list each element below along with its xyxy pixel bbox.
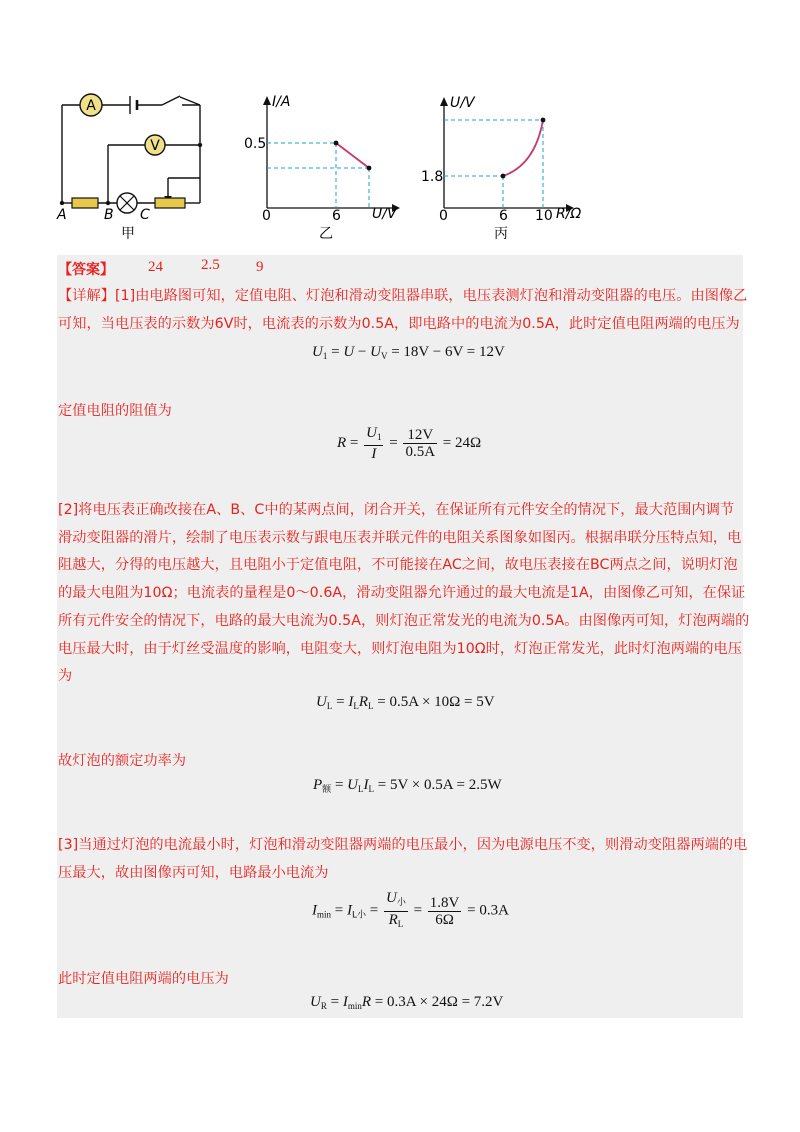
graph-bing-x-axis-label: R/Ω [556, 206, 582, 222]
equation-3: $U_L = I_LR_L = 0.5A \times 10\Omega = 5V$ [316, 694, 495, 711]
paragraph-line: 滑动变阻器的滑片，绘制了电压表示数与跟电压表并联元件的电阻关系图象如图丙。根据串联分压特点知，电 [58, 530, 742, 546]
paragraph-line: 电压最大时，由于灯丝受温度的影响，电阻变大，则灯泡电阻为10Ω时，灯泡正常发光，此时灯泡两端的电压 [58, 641, 742, 657]
graph-bing-x-tick-6: 6 [499, 208, 508, 224]
paragraph-line: 定值电阻的阻值为 [58, 403, 172, 419]
graph-yi-origin: 0 [262, 208, 271, 224]
graph-yi-x-axis-label: U/V [372, 206, 397, 222]
paragraph-line: 故灯泡的额定功率为 [58, 753, 187, 769]
graph-bing [440, 97, 574, 212]
point-b-label: B [104, 207, 114, 223]
equation-1: $U_1 = U - U_V = 18V - 6V = 12V$ [312, 344, 505, 361]
answer-label: 【答案】 [58, 262, 114, 278]
paragraph-line: 所有元件安全的情况下，电路的最大电流为0.5A，则灯泡正常发光的电流为0.5A。由图像丙可知，灯泡两端的 [58, 613, 750, 629]
point-a-label: A [57, 207, 67, 223]
figure-caption-yi: 乙 [319, 226, 333, 242]
graph-yi-y-axis-label: I/A [272, 94, 291, 110]
equation-4: $P_额 = U_LI_L = 5V \times 0.5A = 2.5W$ [313, 777, 502, 795]
paragraph-line: 此时定值电阻两端的电压为 [58, 971, 229, 987]
equation-6: $U_R = I_{min}R = 0.3A \times 24\Omega = 7.2V$ [310, 994, 504, 1011]
graph-yi [263, 96, 400, 212]
answer-value-2: 2.5 [201, 257, 220, 273]
figure-caption-jia: 甲 [121, 226, 135, 242]
paragraph-line: 【详解】[1]由电路图可知，定值电阻、灯泡和滑动变阻器串联，电压表测灯泡和滑动变阻器的电压。由图像乙 [58, 288, 748, 304]
circuit-components [60, 94, 202, 213]
graph-bing-x-tick-10: 10 [535, 208, 553, 224]
point-c-label: C [140, 207, 150, 223]
equation-2: R = $\frac{U_1}{I}$ = $\frac{12V}{0.5A}$ = 24Ω [337, 425, 482, 462]
graph-bing-origin: 0 [439, 208, 448, 224]
answer-value-3: 9 [256, 259, 264, 275]
equation-5: $I_{min} = I_{L小}$ = $\frac{U_小}{R_L}$ = $\frac{1.8V}{6\Omega}$ = 0.3A [312, 890, 509, 929]
paragraph-line: 为 [58, 668, 73, 684]
voltmeter-label: V [150, 138, 160, 154]
paragraph-line: [3]当通过灯泡的电流最小时，灯泡和滑动变阻器两端的电压最小，因为电源电压不变，则滑动变阻器两端的电 [58, 837, 748, 853]
paragraph-line: 阻越大，分得的电压越大，且电阻小于定值电阻，不可能接在AC之间，故电压表接在BC两点之间，说明灯泡 [58, 557, 738, 573]
paragraph-line: 的最大电阻为10Ω；电流表的量程是0～0.6A，滑动变阻器允许通过的最大电流是1A，由图像乙可知，在保证 [58, 585, 746, 601]
graph-yi-x-tick: 6 [332, 208, 341, 224]
figures-strip [0, 0, 800, 250]
paragraph-line: 压最大，故由图像丙可知，电路最小电流为 [58, 865, 329, 881]
graph-bing-y-tick: 1.8 [421, 169, 444, 185]
ammeter-label: A [86, 98, 96, 114]
graph-yi-y-tick: 0.5 [244, 136, 267, 152]
paragraph-line: [2]将电压表正确改接在A、B、C中的某两点间，闭合开关，在保证所有元件安全的情况下，最大范围内调节 [58, 502, 735, 518]
paragraph-line: 可知，当电压表的示数为6V时，电流表的示数为0.5A，即电路中的电流为0.5A，此时定值电阻两端的电压为 [58, 316, 740, 332]
figure-caption-bing: 丙 [494, 226, 508, 242]
answer-value-1: 24 [148, 259, 163, 275]
graph-bing-y-axis-label: U/V [450, 95, 475, 111]
